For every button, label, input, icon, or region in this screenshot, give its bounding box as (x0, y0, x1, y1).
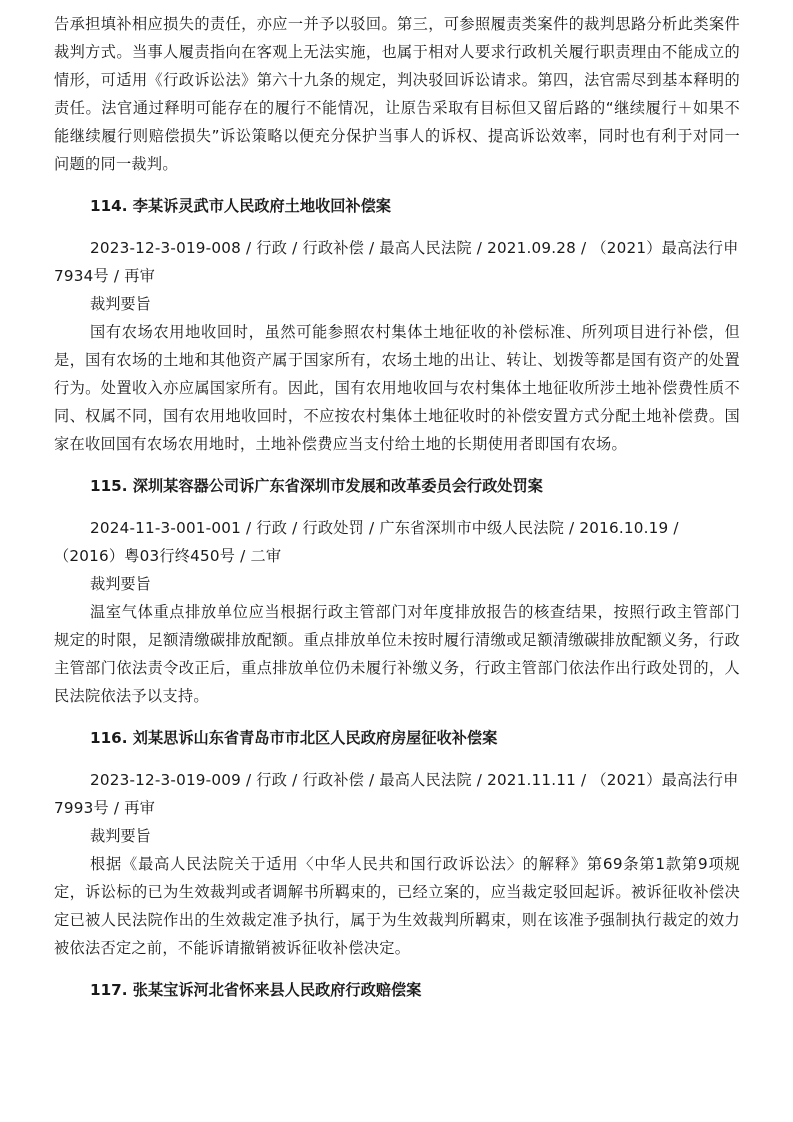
case-meta: 2023-12-3-019-009 / 行政 / 行政补偿 / 最高人民法院 / 2021.11.11 / （2021）最高法行申7993号 / 再审 (54, 771, 739, 817)
intro-paragraph: 告承担填补相应损失的责任，亦应一并予以驳回。第三，可参照履责类案件的裁判思路分析此类案件裁判方式。当事人履责指向在客观上无法实施，也属于相对人要求行政机关履行职责理由不能成立的情形，可适用《行政诉讼法》第六十九条的规定，判决驳回诉讼请求。第四，法官需尽到基本释明的责任。法官通过释明可能存在的履行不能情况，让原告采取有目标但又留后路的“继续履行＋如果不能继续履行则赔偿损失”诉讼策略以便充分保护当事人的诉权、提高诉讼效率，同时也有利于对同一问题的同一裁判。 (54, 15, 740, 173)
case-subhead: 裁判要旨 (90, 827, 151, 845)
case-116 (54, 724, 740, 962)
case-title: 116. 刘某思诉山东省青岛市市北区人民政府房屋征收补偿案 (90, 729, 498, 747)
case-114 (54, 192, 740, 458)
case-body: 温室气体重点排放单位应当根据行政主管部门对年度排放报告的核查结果，按照行政主管部门规定的时限，足额清缴碳排放配额。重点排放单位未按时履行清缴或足额清缴碳排放配额义务，行政主管部门依法责令改正后，重点排放单位仍未履行补缴义务，行政主管部门依法作出行政处罚的，人民法院依法予以支持。 (54, 603, 740, 705)
case-title: 114. 李某诉灵武市人民政府土地收回补偿案 (90, 197, 391, 215)
case-title: 115. 深圳某容器公司诉广东省深圳市发展和改革委员会行政处罚案 (90, 477, 543, 495)
case-meta: 2024-11-3-001-001 / 行政 / 行政处罚 / 广东省深圳市中级人民法院 / 2016.10.19 / （2016）粤03行终450号 / 二审 (54, 519, 679, 565)
case-body: 国有农场农用地收回时，虽然可能参照农村集体土地征收的补偿标准、所列项目进行补偿，但是，国有农场的土地和其他资产属于国家所有，农场土地的出让、转让、划拨等都是国有资产的处置行为。处置收入亦应属国家所有。因此，国有农用地收回与农村集体土地征收所涉土地补偿费性质不同、权属不同，国有农用地收回时，不应按农村集体土地征收时的补偿安置方式分配土地补偿费。国家在收回国有农场农用地时，土地补偿费应当支付给土地的长期使用者即国有农场。 (54, 323, 740, 453)
case-subhead: 裁判要旨 (90, 575, 151, 593)
case-body: 根据《最高人民法院关于适用〈中华人民共和国行政诉讼法〉的解释》第69条第1款第9项规定，诉讼标的已为生效裁判或者调解书所羁束的，已经立案的，应当裁定驳回起诉。被诉征收补偿决定已被人民法院作出的生效裁定准予执行，属于为生效裁判所羁束，则在该准予强制执行裁定的效力被依法否定之前，不能诉请撤销被诉征收补偿决定。 (54, 855, 740, 957)
case-meta: 2023-12-3-019-008 / 行政 / 行政补偿 / 最高人民法院 / 2021.09.28 / （2021）最高法行申7934号 / 再审 (54, 239, 739, 285)
case-subhead: 裁判要旨 (90, 295, 151, 313)
case-115 (54, 472, 740, 710)
case-117 (54, 976, 740, 1004)
case-title: 117. 张某宝诉河北省怀来县人民政府行政赔偿案 (90, 981, 422, 999)
document-page (54, 10, 740, 1004)
